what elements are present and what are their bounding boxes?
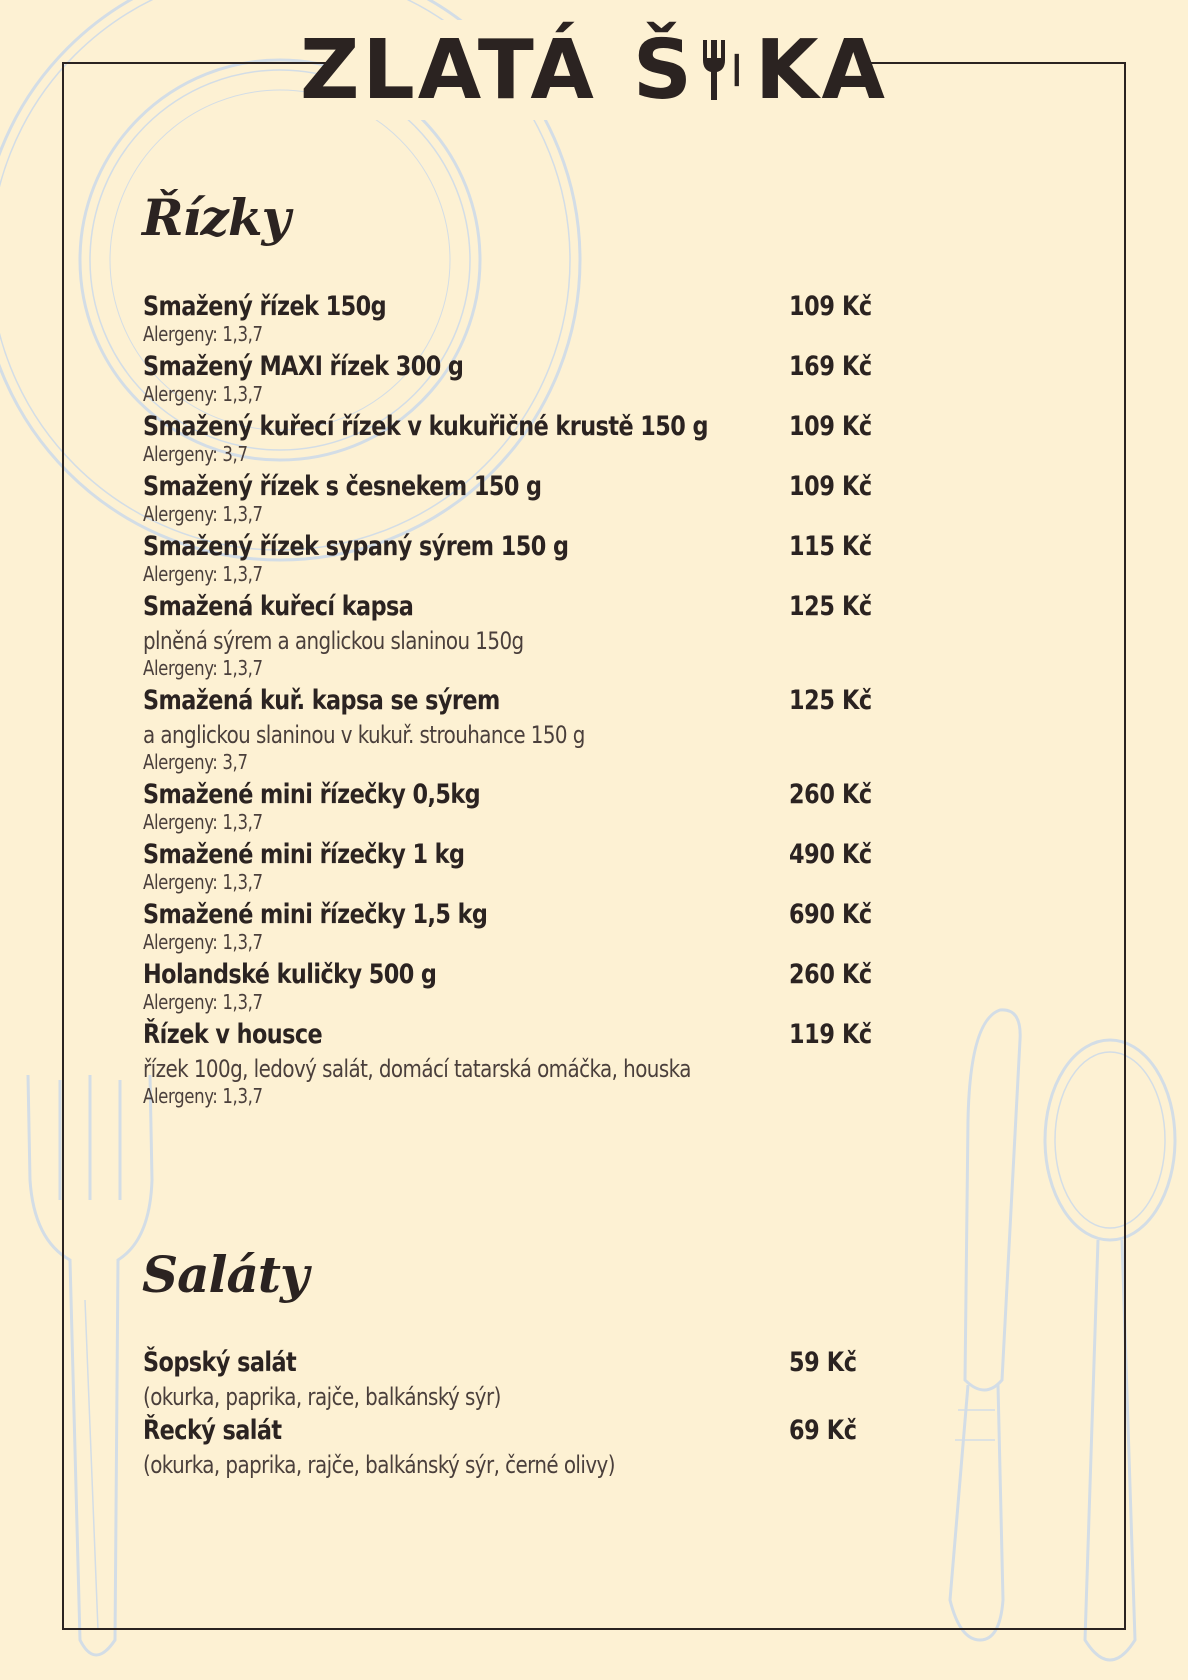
restaurant-name-part1: ZLATÁ: [300, 22, 597, 118]
item-description: řízek 100g, ledový salát, domácí tatarská omáčka, houska: [143, 1055, 691, 1083]
menu-item: [143, 778, 903, 839]
item-name: Smažená kuřecí kapsa: [143, 591, 414, 622]
item-name: Řecký salát: [143, 1415, 282, 1446]
item-name: Smažený kuřecí řízek v kukuřičné krustě 150 g: [143, 411, 708, 442]
menu-item: [143, 350, 903, 411]
menu-item: [143, 1346, 903, 1414]
item-name: Smažený řízek sypaný sýrem 150 g: [143, 531, 569, 562]
menu-item: [143, 838, 903, 899]
item-price: 119 Kč: [789, 1019, 872, 1050]
item-allergens: Alergeny: 3,7: [143, 750, 248, 774]
item-allergens: Alergeny: 1,3,7: [143, 656, 263, 680]
item-name: Řízek v housce: [143, 1019, 323, 1050]
menu-item: [143, 684, 903, 779]
item-allergens: Alergeny: 1,3,7: [143, 382, 263, 406]
item-allergens: Alergeny: 1,3,7: [143, 990, 263, 1014]
item-price: 169 Kč: [789, 351, 872, 382]
item-name: Smažená kuř. kapsa se sýrem: [143, 685, 500, 716]
menu-item: [143, 410, 903, 471]
restaurant-name-letter-s: Š: [632, 22, 695, 118]
restaurant-name: [300, 23, 888, 118]
item-price: 109 Kč: [789, 411, 872, 442]
section-title-rizky: Řízky: [142, 188, 290, 247]
item-name: Smažený MAXI řízek 300 g: [143, 351, 464, 382]
menu-item: [143, 470, 903, 531]
menu-item: [143, 898, 903, 959]
item-description: a anglickou slaninou v kukuř. strouhance 150 g: [143, 721, 585, 749]
item-allergens: Alergeny: 1,3,7: [143, 322, 263, 346]
menu-items-rizky: [143, 290, 903, 1112]
item-description: plněná sýrem a anglickou slaninou 150g: [143, 627, 524, 655]
item-name: Holandské kuličky 500 g: [143, 959, 437, 990]
menu-item: [143, 290, 903, 351]
item-allergens: Alergeny: 1,3,7: [143, 930, 263, 954]
item-name: Šopský salát: [143, 1347, 297, 1378]
item-price: 69 Kč: [789, 1415, 857, 1446]
item-name: Smažený řízek 150g: [143, 291, 387, 322]
item-price: 115 Kč: [789, 531, 872, 562]
restaurant-name-part2: KA: [754, 22, 888, 118]
item-description: (okurka, paprika, rajče, balkánský sýr): [143, 1383, 501, 1411]
restaurant-name-header: [300, 20, 888, 120]
item-price: 490 Kč: [789, 839, 872, 870]
item-price: 109 Kč: [789, 291, 872, 322]
item-price: 690 Kč: [789, 899, 872, 930]
item-allergens: Alergeny: 3,7: [143, 442, 248, 466]
item-name: Smažené mini řízečky 1,5 kg: [143, 899, 488, 930]
menu-item: [143, 1018, 903, 1113]
item-name: Smažený řízek s česnekem 150 g: [143, 471, 542, 502]
menu-items-salaty: [143, 1346, 903, 1482]
knife-icon: [733, 38, 747, 102]
item-allergens: Alergeny: 1,3,7: [143, 870, 263, 894]
item-allergens: Alergeny: 1,3,7: [143, 562, 263, 586]
item-price: 125 Kč: [789, 591, 872, 622]
section-title-salaty: Saláty: [142, 1245, 309, 1304]
item-price: 59 Kč: [789, 1347, 857, 1378]
menu-item: [143, 590, 903, 685]
item-price: 260 Kč: [789, 959, 872, 990]
menu-item: [143, 1414, 903, 1482]
item-price: 125 Kč: [789, 685, 872, 716]
item-allergens: Alergeny: 1,3,7: [143, 502, 263, 526]
item-name: Smažené mini řízečky 1 kg: [143, 839, 465, 870]
menu-item: [143, 530, 903, 591]
menu-item: [143, 958, 903, 1019]
item-allergens: Alergeny: 1,3,7: [143, 1084, 263, 1108]
item-name: Smažené mini řízečky 0,5kg: [143, 779, 481, 810]
fork-icon: [701, 38, 727, 102]
item-price: 260 Kč: [789, 779, 872, 810]
item-allergens: Alergeny: 1,3,7: [143, 810, 263, 834]
item-description: (okurka, paprika, rajče, balkánský sýr, černé olivy): [143, 1451, 615, 1479]
item-price: 109 Kč: [789, 471, 872, 502]
